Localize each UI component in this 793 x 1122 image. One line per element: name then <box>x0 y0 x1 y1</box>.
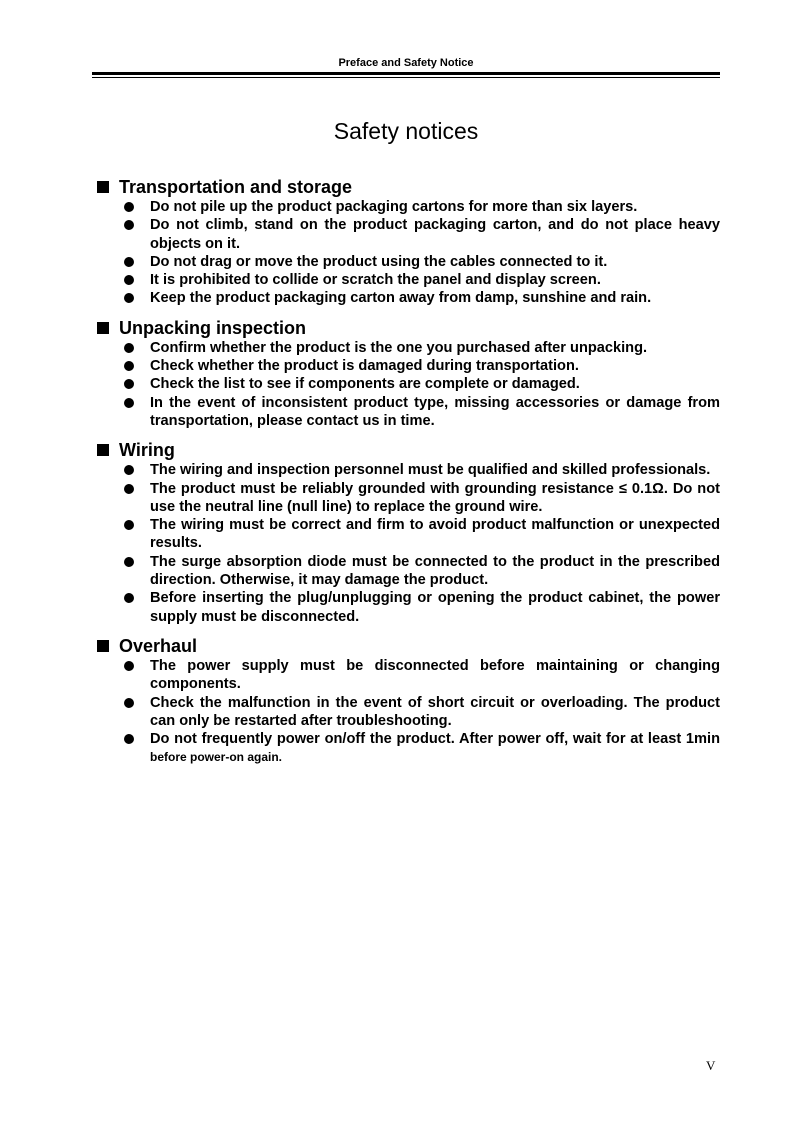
bullet-dot-icon <box>124 520 134 530</box>
bullet-dot-icon <box>124 220 134 230</box>
list-item: The product must be reliably grounded with grounding resistance ≤ 0.1Ω. Do not use the neutral line (null line) to replace the ground wire. <box>96 480 720 517</box>
section-heading <box>96 317 720 339</box>
header-rule-thick <box>92 72 720 75</box>
section-heading <box>96 176 720 198</box>
list-item: It is prohibited to collide or scratch the panel and display screen. <box>96 271 720 289</box>
list-item: Do not frequently power on/off the product. After power off, wait for at least 1min before power-on again. <box>96 730 720 767</box>
bullet-dot-icon <box>124 557 134 567</box>
running-header: Preface and Safety Notice <box>338 57 474 69</box>
list-item: The wiring must be correct and firm to avoid product malfunction or unexpected results. <box>96 516 720 553</box>
list-item: The wiring and inspection personnel must be qualified and skilled professionals. <box>96 461 720 479</box>
square-bullet-icon <box>97 640 109 652</box>
header-rule-thin <box>92 77 720 78</box>
square-bullet-icon <box>97 322 109 334</box>
list-item: Check the list to see if components are complete or damaged. <box>96 375 720 393</box>
list-item: Do not drag or move the product using the cables connected to it. <box>96 253 720 271</box>
bullet-list <box>96 198 720 308</box>
bullet-dot-icon <box>124 398 134 408</box>
section-wiring <box>96 439 720 626</box>
list-item: Do not pile up the product packaging cartons for more than six layers. <box>96 198 720 216</box>
bullet-list <box>96 339 720 430</box>
list-item: Do not climb, stand on the product packaging carton, and do not place heavy objects on it. <box>96 216 720 253</box>
page-number: V <box>706 1058 716 1073</box>
bullet-dot-icon <box>124 257 134 267</box>
section-overhaul <box>96 635 720 767</box>
bullet-dot-icon <box>124 293 134 303</box>
bullet-dot-icon <box>124 661 134 671</box>
section-heading-text: Transportation and storage <box>119 177 353 197</box>
section-heading-text: Unpacking inspection <box>119 317 307 338</box>
list-item: In the event of inconsistent product type, missing accessories or damage from transportation, please contact us in time. <box>96 394 720 431</box>
list-item: Keep the product packaging carton away from damp, sunshine and rain. <box>96 289 720 307</box>
bullet-dot-icon <box>124 343 134 353</box>
bullet-dot-icon <box>124 465 134 475</box>
list-item: Confirm whether the product is the one you purchased after unpacking. <box>96 339 720 357</box>
document-body <box>96 176 720 776</box>
bullet-dot-icon <box>124 275 134 285</box>
section-transportation <box>96 176 720 308</box>
bullet-dot-icon <box>124 202 134 212</box>
page-title: Safety notices <box>333 118 479 144</box>
square-bullet-icon <box>97 444 109 456</box>
list-item: Check the malfunction in the event of short circuit or overloading. The product can only be restarted after troubleshooting. <box>96 694 720 731</box>
bullet-dot-icon <box>124 734 134 744</box>
bullet-dot-icon <box>124 379 134 389</box>
square-bullet-icon <box>97 181 109 193</box>
section-heading-text: Overhaul <box>119 635 198 656</box>
bullet-list <box>96 461 720 626</box>
bullet-list <box>96 657 720 767</box>
bullet-dot-icon <box>124 698 134 708</box>
bullet-dot-icon <box>124 484 134 494</box>
list-item: The surge absorption diode must be connected to the product in the prescribed direction. Otherwise, it may damage the product. <box>96 553 720 590</box>
bullet-dot-icon <box>124 593 134 603</box>
bullet-dot-icon <box>124 361 134 371</box>
section-heading-text: Wiring <box>119 440 175 461</box>
list-item: Check whether the product is damaged during transportation. <box>96 357 720 375</box>
section-heading <box>96 439 720 461</box>
section-unpacking <box>96 317 720 430</box>
section-heading <box>96 635 720 657</box>
list-item: The power supply must be disconnected before maintaining or changing components. <box>96 657 720 694</box>
list-item: Before inserting the plug/unplugging or opening the product cabinet, the power supply must be disconnected. <box>96 589 720 626</box>
